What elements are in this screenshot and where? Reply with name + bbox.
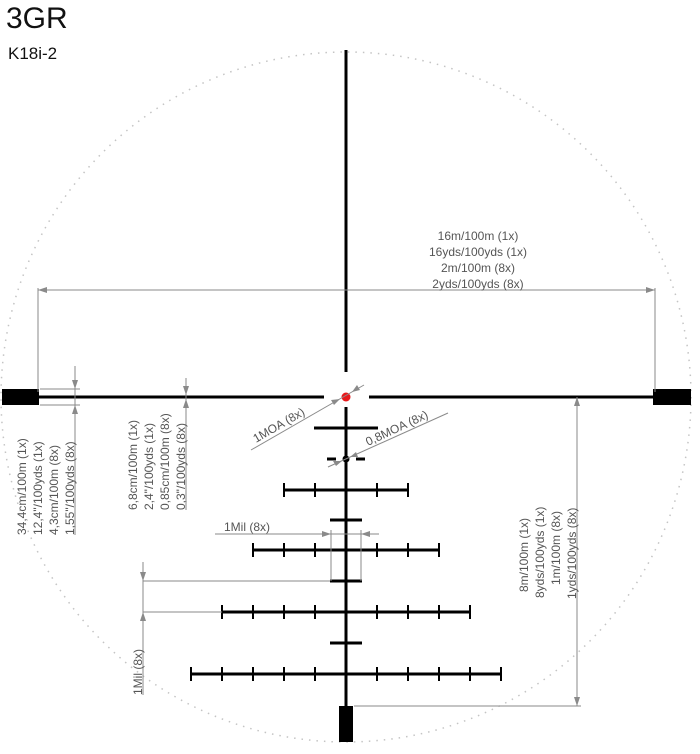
arrow-right (646, 287, 655, 293)
moa-1-label: 1MOA (8x) (250, 404, 308, 446)
thin-line-label-1: 6,8cm/100m (1x) (126, 419, 140, 510)
thick-bar-label-1: 34,4cm/100m (1x) (15, 438, 29, 535)
arrow-down (72, 380, 78, 389)
vertical-span-label-4: 1yds/100yds (8x) (565, 507, 579, 599)
thick-bar-label-3: 4,3cm/100m (8x) (47, 444, 61, 535)
thin-line-label-2: 2,4"/100yds (1x) (142, 423, 156, 510)
horizontal-span-label-1: 16m/100m (1x) (437, 229, 519, 243)
arrow-down (574, 697, 580, 706)
arrow-up (140, 612, 146, 621)
vertical-span-label-2: 8yds/100yds (1x) (533, 506, 547, 598)
reticle-title: 3GR (6, 2, 68, 35)
left-thick-bar (2, 389, 39, 405)
right-thick-bar (653, 389, 691, 405)
mil-vertical-label: 1Mil (8x) (131, 648, 145, 695)
arrow-right (322, 531, 331, 537)
horizontal-span-label-3: 2m/100m (8x) (440, 261, 516, 275)
thick-bar-label-4: 1,55"/100yds (8x) (63, 441, 77, 535)
horizontal-span-label-2: 16yds/100yds (1x) (428, 245, 528, 259)
arrow-up (72, 405, 78, 414)
arrow-left (38, 287, 47, 293)
vertical-span-label-1: 8m/100m (1x) (517, 517, 531, 592)
mil-horizontal-label: 1Mil (8x) (223, 520, 271, 534)
vertical-span-label-3: 1m/100m (8x) (549, 510, 563, 585)
arrow-up (183, 399, 189, 408)
arrow-down (140, 572, 146, 581)
arrow (352, 385, 360, 392)
arrow-down (183, 386, 189, 395)
arrow (331, 399, 340, 405)
reticle-model-label: K18i-2 (8, 44, 58, 63)
moa-08-label: 0,8MOA (8x) (363, 407, 431, 449)
bottom-thick-bar (339, 706, 353, 742)
arrow (333, 461, 342, 466)
arrow (350, 452, 358, 457)
thin-line-label-4: 0,3"/100yds (8x) (174, 423, 188, 510)
thin-line-label-3: 0,85cm/100m (8x) (158, 413, 172, 510)
horizontal-span-label-4: 2yds/100yds (8x) (432, 277, 524, 291)
arrow-left (361, 531, 370, 537)
thick-bar-label-2: 12,4"/100yds (1x) (31, 441, 45, 535)
